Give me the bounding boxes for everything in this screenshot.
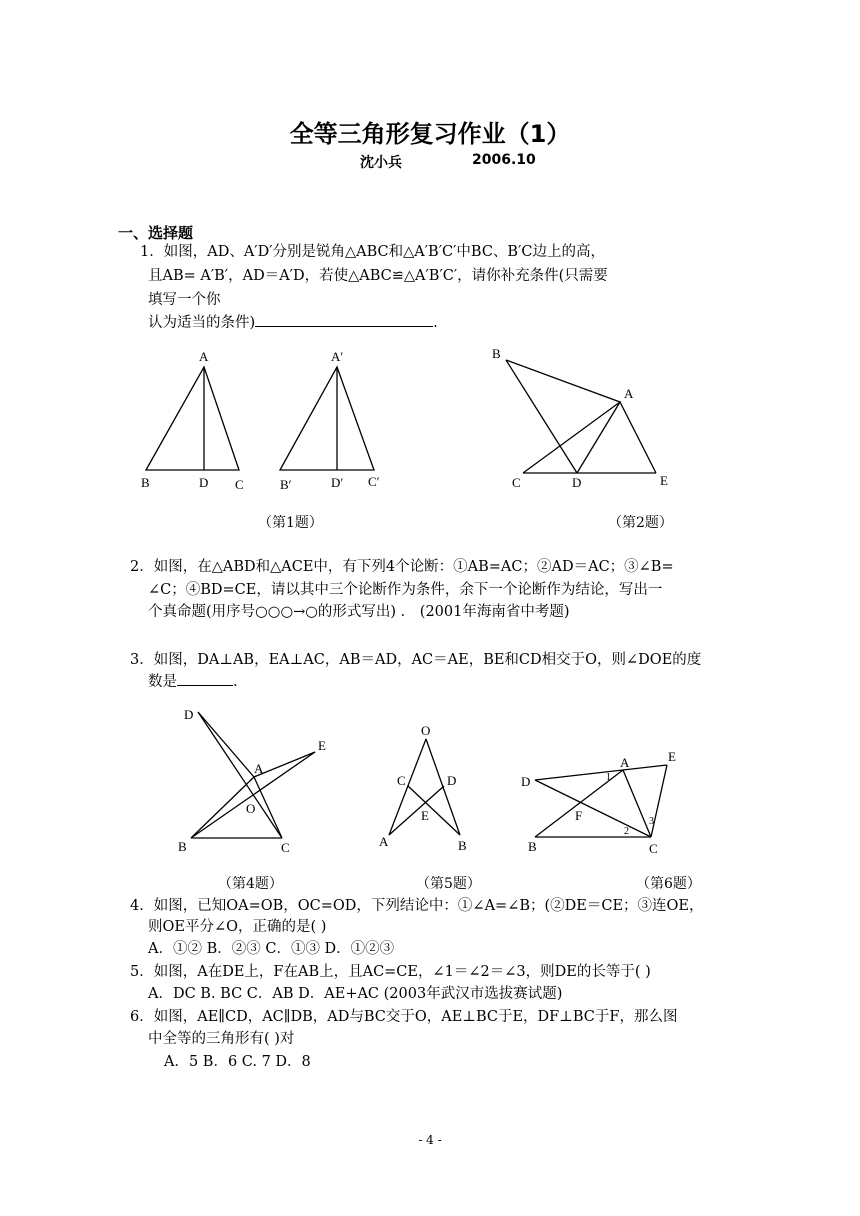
q2-line3: 个真命题(用序号○○○→○的形式写出) ． (2001年海南省中考题) xyxy=(148,604,570,620)
label: D xyxy=(199,475,209,490)
q6-line2: 中全等的三角形有( )对 xyxy=(148,1031,295,1047)
label: 1 xyxy=(606,772,611,783)
label: B′ xyxy=(280,477,292,492)
label: A xyxy=(620,755,630,770)
caption-fig6: （第6题） xyxy=(636,876,701,892)
label: E xyxy=(668,749,676,764)
label: B xyxy=(178,839,187,854)
label: B xyxy=(141,475,150,490)
caption-fig5: （第5题） xyxy=(416,876,481,892)
q6-options: A．5 B．6 C. 7 D．8 xyxy=(164,1054,311,1070)
q3-line2-end: ． xyxy=(233,674,248,690)
label: O xyxy=(246,801,256,816)
q5-options: A．DC B. BC C．AB D．AE+AC (2003年武汉市选拔赛试题) xyxy=(148,986,563,1002)
q5-line1: 5．如图，A在DE上，F在AB上，且AC=CE，∠1＝∠2＝∠3，则DE的长等于( ) xyxy=(130,964,651,980)
author: 沈小兵 xyxy=(360,155,402,171)
q3-line2-text: 数是 xyxy=(148,674,177,690)
caption-fig2: （第2题） xyxy=(608,515,673,531)
label: A xyxy=(379,834,389,849)
label: C xyxy=(397,773,406,788)
label: C xyxy=(235,477,244,492)
label: E xyxy=(660,473,668,488)
q2-line1: 2．如图，在△ABD和△ACE中，有下列4个论断：①AB=AC；②AD＝AC；③∠B= xyxy=(130,559,674,575)
label: E xyxy=(421,808,429,823)
section-heading: 一、选择题 xyxy=(118,224,194,242)
label: A xyxy=(624,386,634,401)
page-number: - 4 - xyxy=(418,1133,442,1147)
label: C xyxy=(281,840,290,855)
q1-line4-text: 认为适当的条件) xyxy=(148,315,256,331)
label: 3 xyxy=(649,816,654,827)
label: C′ xyxy=(368,474,380,489)
q4-line2: 则OE平分∠O，正确的是( ) xyxy=(148,919,327,935)
label: B xyxy=(458,838,467,853)
label: D′ xyxy=(331,475,344,490)
label: D xyxy=(447,773,457,788)
label: A′ xyxy=(331,349,344,364)
figure-5 xyxy=(379,723,467,853)
figure-6 xyxy=(521,749,676,856)
label: B xyxy=(528,839,537,854)
label: A xyxy=(199,349,209,364)
q1-line1: 1．如图，AD、A′D′分别是锐角△ABC和△A′B′C′中BC、B′C边上的高， xyxy=(140,244,605,260)
q6-line1: 6．如图，AE∥CD，AC∥DB，AD与BC交于O，AE⊥BC于E，DF⊥BC于F，那么图 xyxy=(130,1009,678,1025)
date: 2006.10 xyxy=(472,152,536,168)
label: D xyxy=(572,475,582,490)
caption-fig1: （第1题） xyxy=(258,515,323,531)
label: D xyxy=(521,774,531,789)
q4-line1: 4．如图，已知OA=OB，OC=OD，下列结论中：①∠A=∠B；(②DE＝CE；③连OE， xyxy=(130,898,704,914)
page-title: 全等三角形复习作业（1） xyxy=(289,120,571,148)
label: C xyxy=(649,841,658,856)
figure-4 xyxy=(178,707,326,855)
q4-options: A．①② B．②③ C．①③ D．①②③ xyxy=(148,941,395,957)
label: O xyxy=(421,723,431,738)
q1-line4-end: . xyxy=(433,315,438,331)
label: 2 xyxy=(624,826,629,837)
label: D xyxy=(184,707,194,722)
q1-line3: 填写一个你 xyxy=(148,292,221,308)
q2-line2: ∠C；④BD=CE，请以其中三个论断作为条件，余下一个论断作为结论，写出一 xyxy=(148,582,663,598)
caption-fig4: （第4题） xyxy=(218,876,283,892)
label: B xyxy=(492,346,501,361)
label: A xyxy=(254,761,264,776)
label: E xyxy=(318,738,326,753)
label: C xyxy=(512,475,521,490)
label: F xyxy=(575,808,583,823)
q1-line2: 且AB= A′B′，AD＝A′D，若使△ABC≌△A′B′C′，请你补充条件(只需要 xyxy=(148,268,608,284)
q3-line1: 3．如图，DA⊥AB，EA⊥AC，AB＝AD，AC＝AE，BE和CD相交于O，则∠DOE的度 xyxy=(130,652,702,668)
